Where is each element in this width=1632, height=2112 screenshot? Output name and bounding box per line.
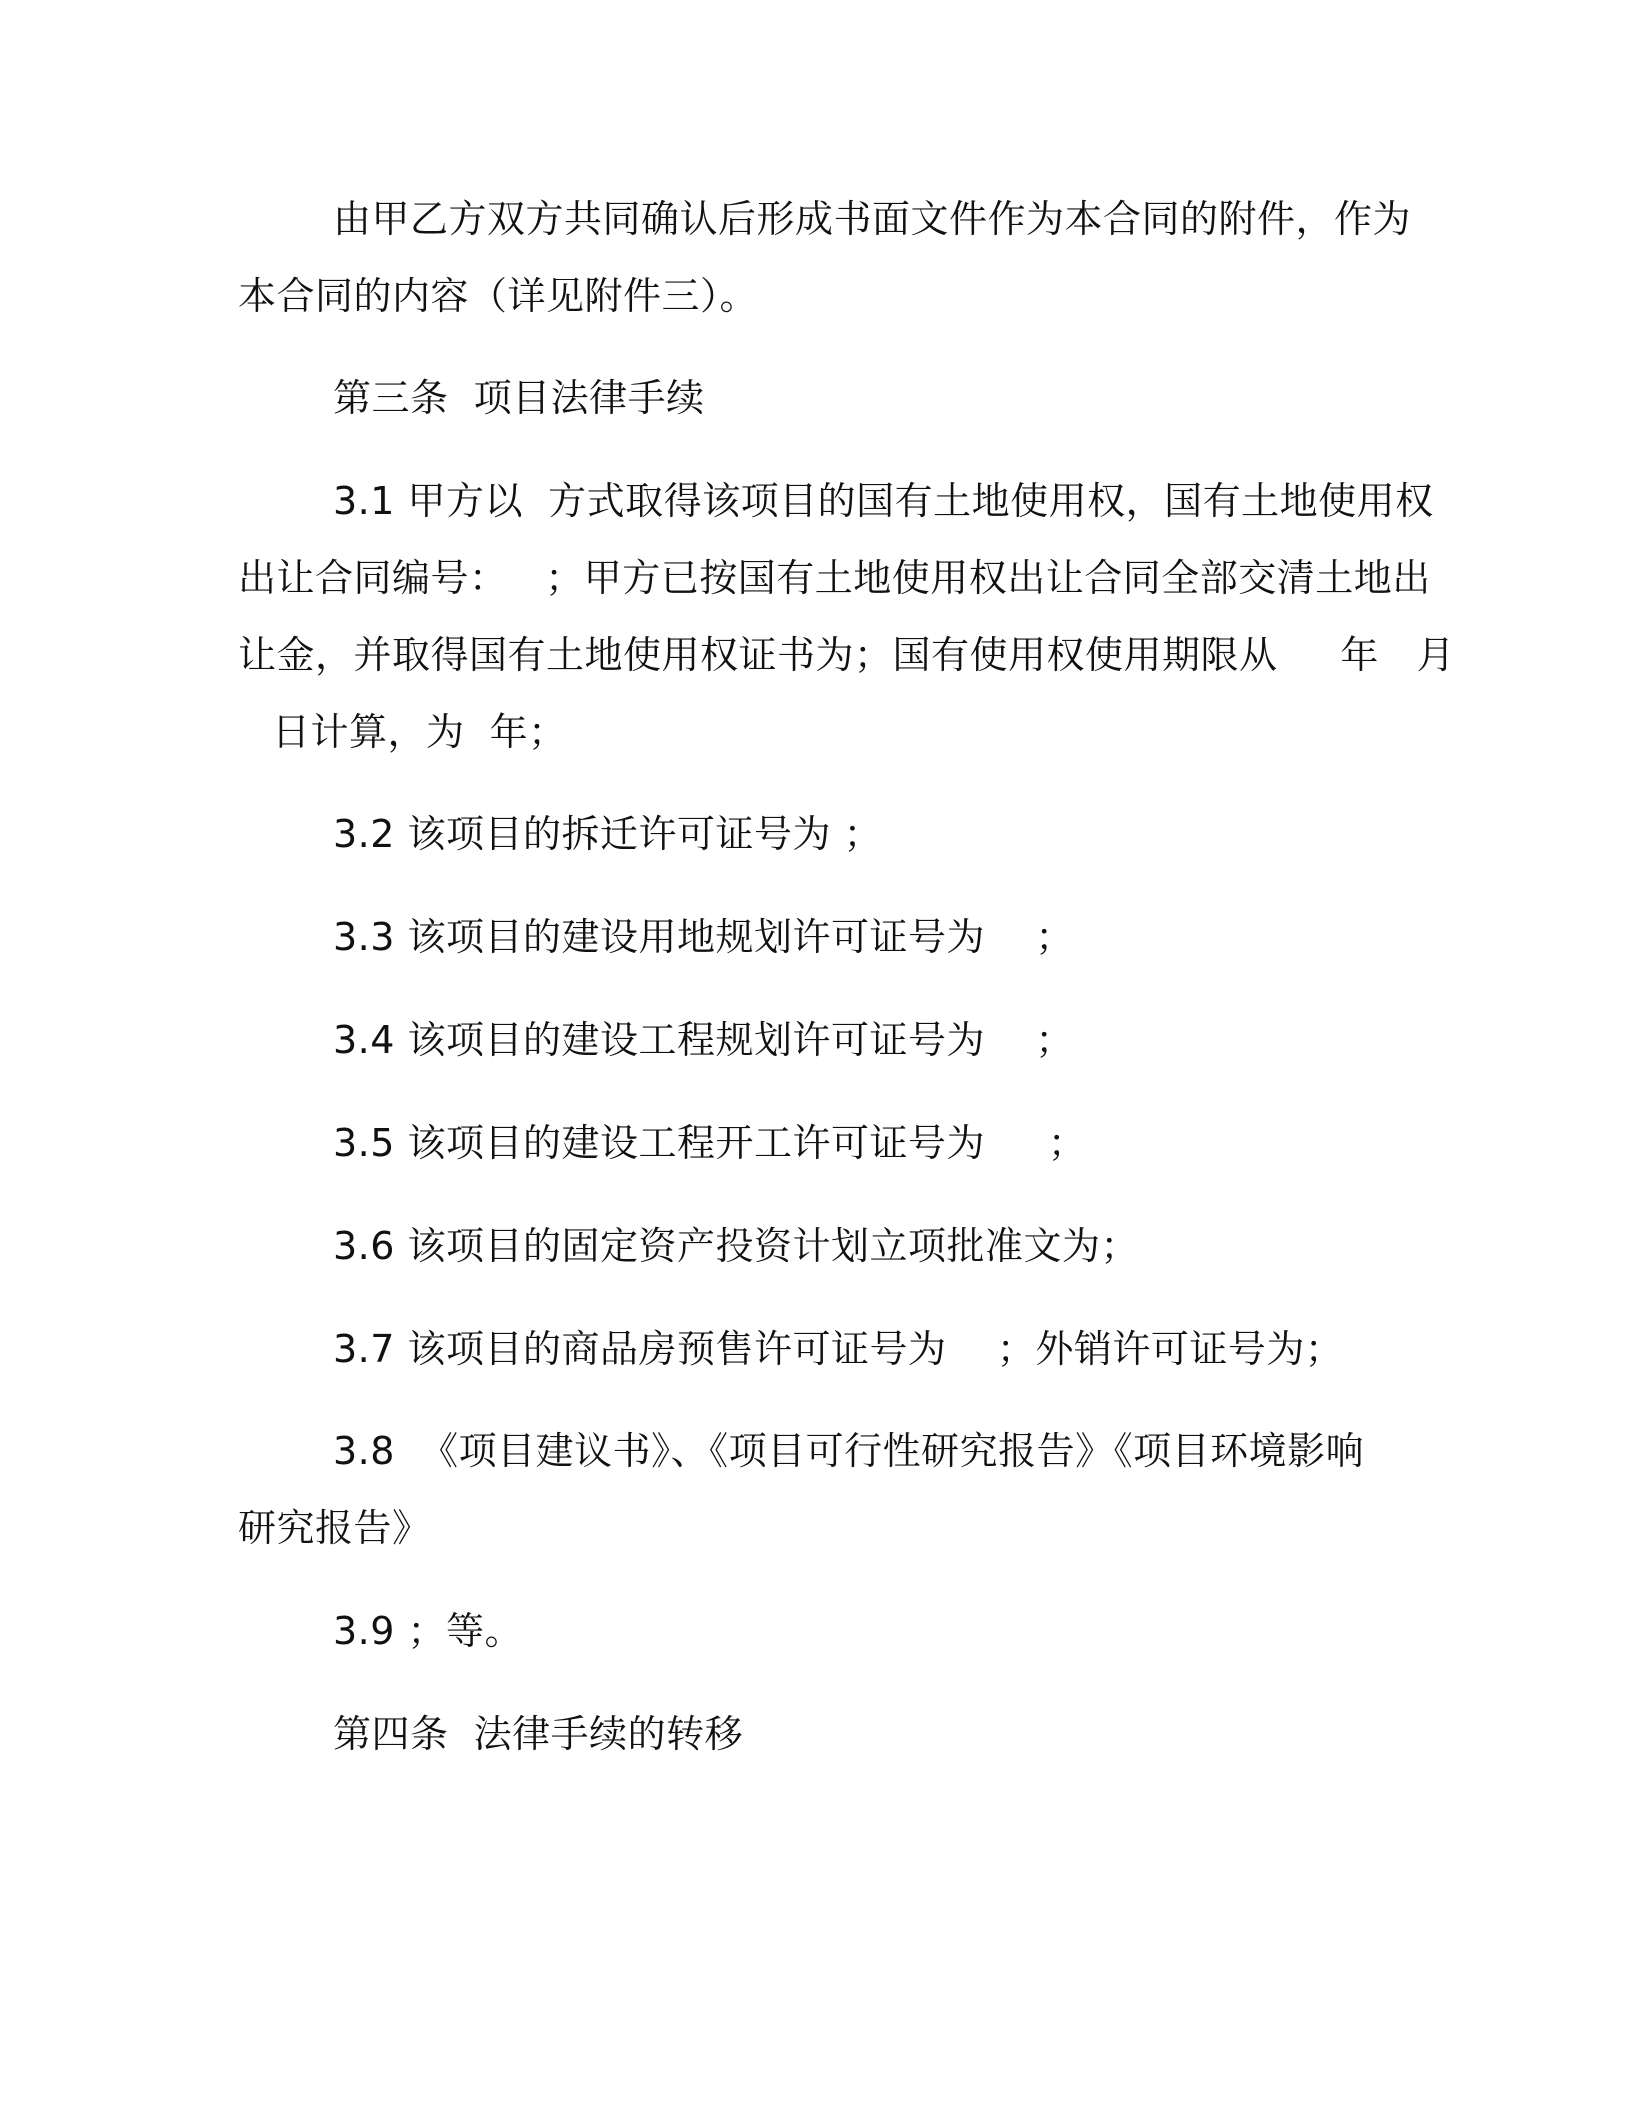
clause-line: 让金，并取得国有土地使用权证书为；国有使用权使用期限从 年 月	[238, 633, 1456, 677]
clause-line: 3.8 《项目建议书》、《项目可行性研究报告》《项目环境影响	[333, 1429, 1365, 1473]
paragraph-line: 本合同的内容（详见附件三）。	[238, 274, 759, 318]
clause-line: 3.9 ；等。	[333, 1609, 524, 1653]
clause-line: 日计算，为 年；	[272, 710, 567, 754]
paragraph-line: 由甲乙方双方共同确认后形成书面文件作为本合同的附件，作为	[333, 197, 1412, 241]
clause-line: 3.4 该项目的建设工程规划许可证号为 ；	[333, 1018, 1074, 1062]
clause-line: 3.3 该项目的建设用地规划许可证号为 ；	[333, 915, 1074, 959]
clause-line: 研究报告》	[238, 1506, 431, 1550]
clause-line: 3.6 该项目的固定资产投资计划立项批准文为；	[333, 1224, 1140, 1268]
clause-line: 3.7 该项目的商品房预售许可证号为 ；外销许可证号为；	[333, 1327, 1344, 1371]
section-heading: 第四条 法律手续的转移	[333, 1712, 744, 1756]
section-heading: 第三条 项目法律手续	[333, 376, 705, 420]
clause-line: 3.2 该项目的拆迁许可证号为 ；	[333, 812, 883, 856]
clause-line: 3.1 甲方以 方式取得该项目的国有土地使用权，国有土地使用权	[333, 479, 1434, 523]
clause-line: 3.5 该项目的建设工程开工许可证号为 ；	[333, 1121, 1087, 1165]
clause-line: 出让合同编号： ；甲方已按国有土地使用权出让合同全部交清土地出	[238, 556, 1431, 600]
